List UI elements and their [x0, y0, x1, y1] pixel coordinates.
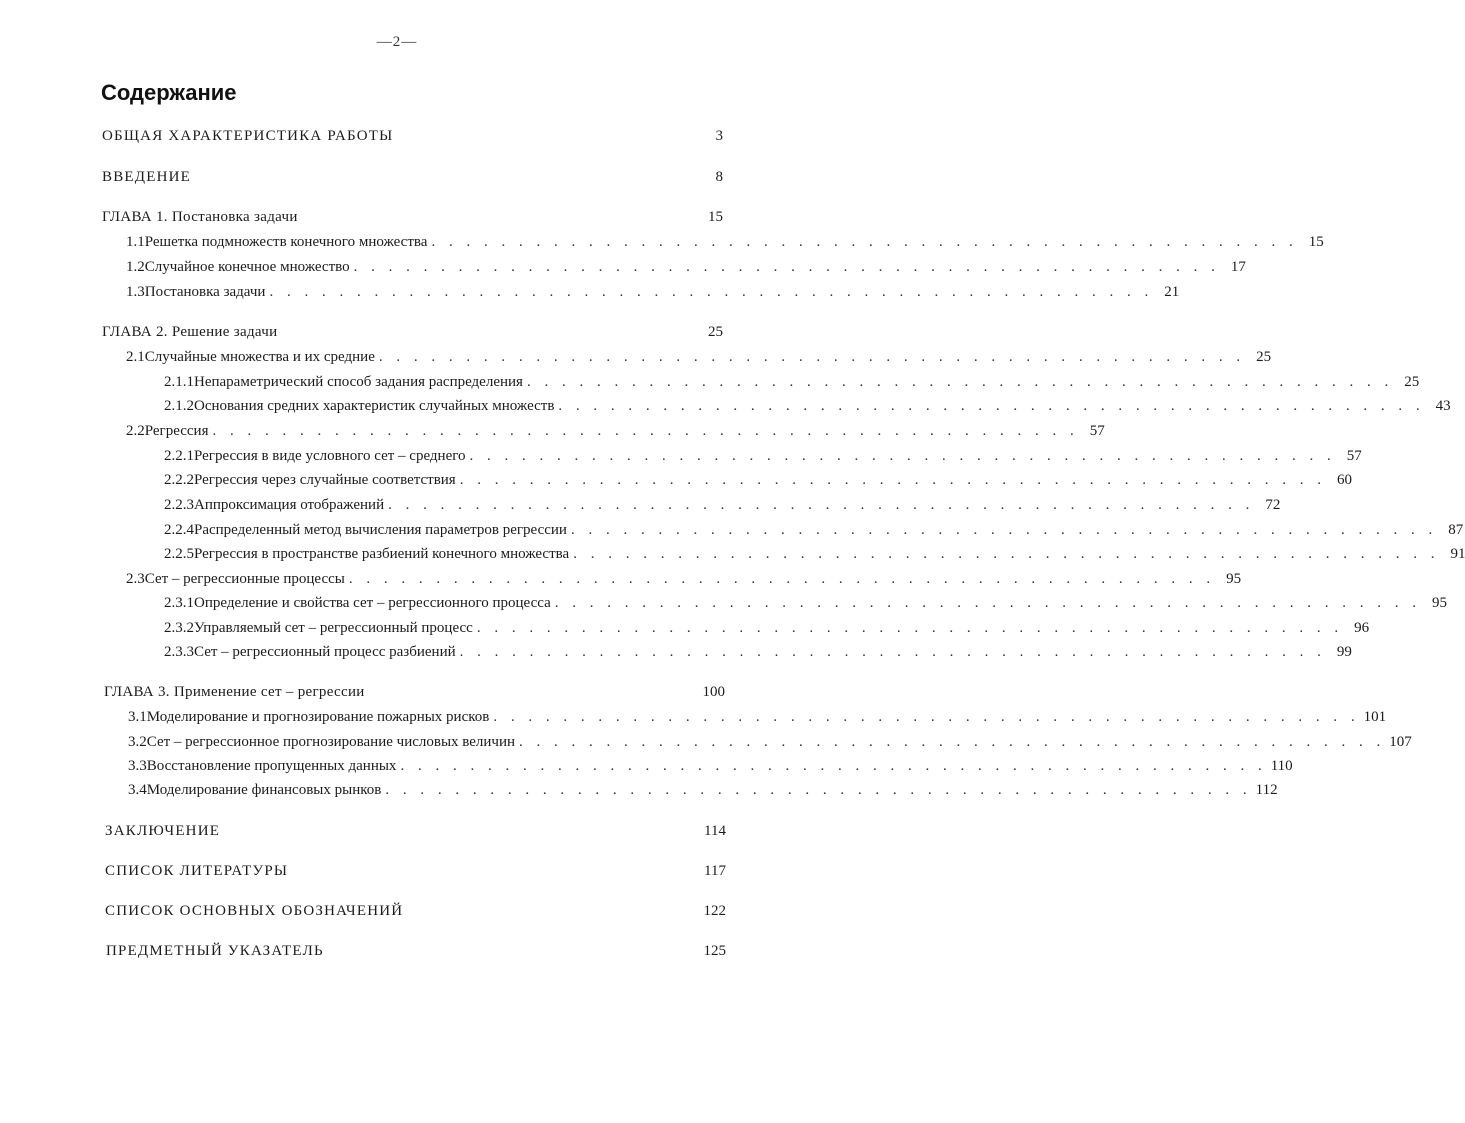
toc-entry-2-3-1[interactable]: 2.3.1 Определение и свойства сет – регрессионного процесса . . . . . . . . . . . . . . . . . . . . . . . . . . . . . . . . . . . . . . . . . . . . . . . . . . 95	[164, 595, 1447, 611]
toc-entry-chapter-1[interactable]: ГЛАВА 1. Постановка задачи 15	[102, 209, 723, 225]
dot-leader: . . . . . . . . . . . . . . . . . . . . . . . . . . . . . . . . . . . . . . . . . . . . . . . . . .	[526, 374, 1394, 390]
toc-entry-notation[interactable]: СПИСОК ОСНОВНЫХ ОБОЗНАЧЕНИЙ 122	[105, 903, 726, 919]
dot-leader: . . . . . . . . . . . . . . . . . . . . . . . . . . . . . . . . . . . . . . . . . . . . . . . . . .	[476, 620, 1344, 636]
dot-leader: . . . . . . . . . . . . . . . . . . . . . . . . . . . . . . . . . . . . . . . . . . . . . . . . . .	[353, 259, 1220, 275]
dot-leader: . . . . . . . . . . . . . . . . . . . . . . . . . . . . . . . . . . . . . . . . . . . . . . . . . .	[459, 644, 1326, 660]
toc-entry-conclusion[interactable]: ЗАКЛЮЧЕНИЕ 114	[105, 823, 726, 839]
toc-entry-subject-index[interactable]: ПРЕДМЕТНЫЙ УКАЗАТЕЛЬ 125	[106, 943, 726, 959]
toc-entry-general-characteristics[interactable]: ОБЩАЯ ХАРАКТЕРИСТИКА РАБОТЫ 3	[102, 128, 723, 144]
dot-leader: . . . . . . . . . . . . . . . . . . . . . . . . . . . . . . . . . . . . . . . . . . . . . . . . . .	[554, 595, 1421, 611]
toc-entry-references[interactable]: СПИСОК ЛИТЕРАТУРЫ 117	[105, 863, 726, 879]
dot-leader: . . . . . . . . . . . . . . . . . . . . . . . . . . . . . . . . . . . . . . . . . . . . . . . . . .	[388, 497, 1255, 513]
dot-leader: . . . . . . . . . . . . . . . . . . . . . . . . . . . . . . . . . . . . . . . . . . . . . . . . . .	[459, 472, 1326, 488]
dot-leader: . . . . . . . . . . . . . . . . . . . . . . . . . . . . . . . . . . . . . . . . . . . . . . . . . .	[558, 398, 1425, 414]
toc-entry-2-2-5[interactable]: 2.2.5 Регрессия в пространстве разбиений конечного множества . . . . . . . . . . . . . . . . . . . . . . . . . . . . . . . . . . . . . . . . . . . . . . . . . . 91	[164, 546, 1465, 562]
toc-entry-chapter-2[interactable]: ГЛАВА 2. Решение задачи 25	[102, 324, 723, 340]
dot-leader: . . . . . . . . . . . . . . . . . . . . . . . . . . . . . . . . . . . . . . . . . . . . . . . . . .	[385, 782, 1252, 798]
dot-leader: . . . . . . . . . . . . . . . . . . . . . . . . . . . . . . . . . . . . . . . . . . . . . . . . . .	[493, 709, 1360, 725]
toc-entry-2-2[interactable]: 2.2 Регрессия . . . . . . . . . . . . . . . . . . . . . . . . . . . . . . . . . . . . . . . . . . . . . . . . . . 57	[126, 423, 1105, 439]
toc-entry-2-2-4[interactable]: 2.2.4 Распределенный метод вычисления параметров регрессии . . . . . . . . . . . . . . . . . . . . . . . . . . . . . . . . . . . . . . . . . . . . . . . . . . 87	[164, 522, 1464, 538]
dot-leader: . . . . . . . . . . . . . . . . . . . . . . . . . . . . . . . . . . . . . . . . . . . . . . . . . .	[378, 349, 1246, 365]
dot-leader: . . . . . . . . . . . . . . . . . . . . . . . . . . . . . . . . . . . . . . . . . . . . . . . . . .	[400, 758, 1267, 774]
page-title: Содержание	[101, 80, 237, 105]
dot-leader: . . . . . . . . . . . . . . . . . . . . . . . . . . . . . . . . . . . . . . . . . . . . . . . . . .	[469, 448, 1336, 464]
toc-entry-2-3-2[interactable]: 2.3.2 Управляемый сет – регрессионный процесс . . . . . . . . . . . . . . . . . . . . . . . . . . . . . . . . . . . . . . . . . . . . . . . . . . 96	[164, 620, 1370, 636]
toc-entry-introduction[interactable]: ВВЕДЕНИЕ 8	[102, 169, 723, 185]
toc-entry-chapter-3[interactable]: ГЛАВА 3. Применение сет – регрессии 100	[104, 684, 725, 700]
toc-entry-2-2-3[interactable]: 2.2.3 Аппроксимация отображений . . . . . . . . . . . . . . . . . . . . . . . . . . . . . . . . . . . . . . . . . . . . . . . . . . 72	[164, 497, 1281, 513]
dot-leader: . . . . . . . . . . . . . . . . . . . . . . . . . . . . . . . . . . . . . . . . . . . . . . . . . .	[570, 522, 1438, 538]
toc-entry-2-3[interactable]: 2.3 Сет – регрессионные процессы . . . . . . . . . . . . . . . . . . . . . . . . . . . . . . . . . . . . . . . . . . . . . . . . . . 95	[126, 571, 1242, 587]
toc-entry-2-3-3[interactable]: 2.3.3 Сет – регрессионный процесс разбиений . . . . . . . . . . . . . . . . . . . . . . . . . . . . . . . . . . . . . . . . . . . . . . . . . . 99	[164, 644, 1352, 660]
toc-entry-2-1-1[interactable]: 2.1.1 Непараметрический способ задания распределения . . . . . . . . . . . . . . . . . . . . . . . . . . . . . . . . . . . . . . . . . . . . . . . . . . 25	[164, 374, 1420, 390]
dot-leader: . . . . . . . . . . . . . . . . . . . . . . . . . . . . . . . . . . . . . . . . . . . . . . . . . .	[212, 423, 1079, 439]
toc-entry-2-1-2[interactable]: 2.1.2 Основания средних характеристик случайных множеств . . . . . . . . . . . . . . . . . . . . . . . . . . . . . . . . . . . . . . . . . . . . . . . . . . 43	[164, 398, 1451, 414]
toc-entry-3-4[interactable]: 3.4 Моделирование финансовых рынков . . . . . . . . . . . . . . . . . . . . . . . . . . . . . . . . . . . . . . . . . . . . . . . . . . 112	[128, 782, 1278, 798]
toc-entry-3-3[interactable]: 3.3 Восстановление пропущенных данных . . . . . . . . . . . . . . . . . . . . . . . . . . . . . . . . . . . . . . . . . . . . . . . . . . 110	[128, 758, 1293, 774]
toc-entry-2-2-2[interactable]: 2.2.2 Регрессия через случайные соответствия . . . . . . . . . . . . . . . . . . . . . . . . . . . . . . . . . . . . . . . . . . . . . . . . . . 60	[164, 472, 1352, 488]
toc-entry-2-2-1[interactable]: 2.2.1 Регрессия в виде условного сет – среднего . . . . . . . . . . . . . . . . . . . . . . . . . . . . . . . . . . . . . . . . . . . . . . . . . . 57	[164, 448, 1362, 464]
toc-entry-1-3[interactable]: 1.3 Постановка задачи . . . . . . . . . . . . . . . . . . . . . . . . . . . . . . . . . . . . . . . . . . . . . . . . . . . 21	[126, 284, 1180, 300]
toc-entry-1-2[interactable]: 1.2 Случайное конечное множество . . . . . . . . . . . . . . . . . . . . . . . . . . . . . . . . . . . . . . . . . . . . . . . . . . 17	[126, 259, 1246, 275]
toc-entry-3-1[interactable]: 3.1 Моделирование и прогнозирование пожарных рисков . . . . . . . . . . . . . . . . . . . . . . . . . . . . . . . . . . . . . . . . . . . . . . . . . . 101	[128, 709, 1387, 725]
toc-entry-3-2[interactable]: 3.2 Сет – регрессионное прогнозирование числовых величин . . . . . . . . . . . . . . . . . . . . . . . . . . . . . . . . . . . . . . . . . . . . . . . . . . 107	[128, 734, 1412, 750]
dot-leader: . . . . . . . . . . . . . . . . . . . . . . . . . . . . . . . . . . . . . . . . . . . . . . . . . . .	[269, 284, 1154, 300]
dot-leader: . . . . . . . . . . . . . . . . . . . . . . . . . . . . . . . . . . . . . . . . . . . . . . . . . .	[431, 234, 1298, 250]
dot-leader: . . . . . . . . . . . . . . . . . . . . . . . . . . . . . . . . . . . . . . . . . . . . . . . . . .	[348, 571, 1216, 587]
toc-entry-1-1[interactable]: 1.1 Решетка подмножеств конечного множества . . . . . . . . . . . . . . . . . . . . . . . . . . . . . . . . . . . . . . . . . . . . . . . . . . 15	[126, 234, 1324, 250]
dot-leader: . . . . . . . . . . . . . . . . . . . . . . . . . . . . . . . . . . . . . . . . . . . . . . . . . .	[519, 734, 1386, 750]
page-number: —2—	[376, 34, 418, 50]
dot-leader: . . . . . . . . . . . . . . . . . . . . . . . . . . . . . . . . . . . . . . . . . . . . . . . . . .	[573, 546, 1440, 562]
toc-entry-2-1[interactable]: 2.1 Случайные множества и их средние . . . . . . . . . . . . . . . . . . . . . . . . . . . . . . . . . . . . . . . . . . . . . . . . . . 25	[126, 349, 1272, 365]
